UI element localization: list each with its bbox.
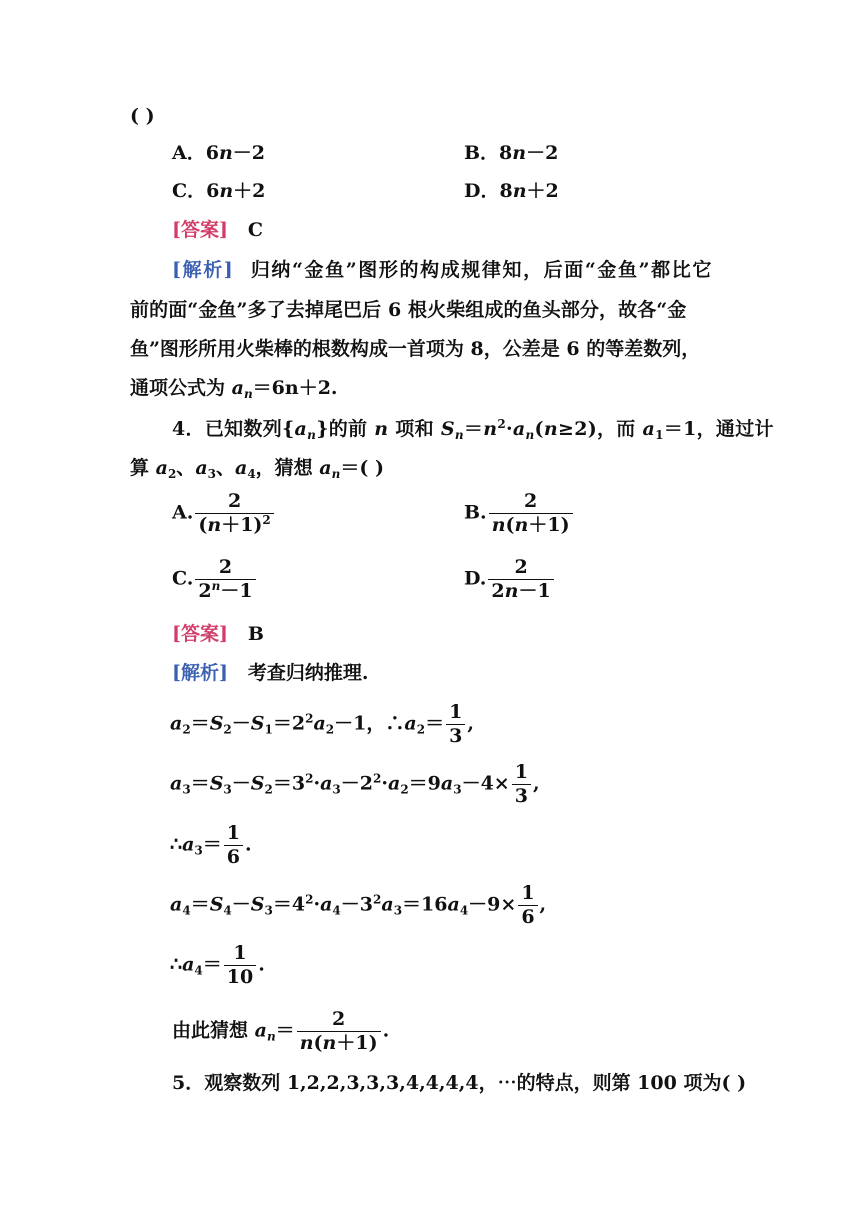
- q4-stem-line-1: 4．已知数列$\{a_n\}$的前 n 项和 $S_n=n^2\cdot a_n(n\ge 2)$，而 $a_1=1$，通过计: [172, 417, 774, 442]
- q4-option-a: A. $\frac{2}{(n+1)^2}$: [172, 492, 276, 535]
- answer-tag: [答案]: [172, 219, 228, 241]
- answer-value: B: [247, 623, 264, 645]
- result-a4: $\therefore a_4=$ $\frac{1}{10}$ .: [170, 942, 265, 988]
- q4-answer: [172, 614, 264, 654]
- conclusion: 由此猜想 $a_n=$ $\frac{2}{n(n+1)}$ .: [172, 1008, 390, 1054]
- q3-option-c: C．6n＋2: [172, 180, 266, 202]
- analysis-text: 归纳“金鱼”图形的构成规律知，后面“金鱼”都比它: [250, 259, 713, 281]
- q3-analysis-line-4: 通项公式为 $a_n=6n+2$.: [130, 377, 338, 401]
- analysis-text: 考查归纳推理.: [247, 662, 369, 684]
- q3-paren: ( ): [130, 105, 155, 127]
- q3-answer: [172, 210, 263, 250]
- analysis-tag: [解析]: [172, 259, 235, 281]
- q3-analysis-line-1: [172, 250, 713, 290]
- q4-analysis: [172, 653, 368, 693]
- answer-value: C: [247, 219, 263, 241]
- derivation-a4: $a_4=S_4-S_3=4^2\cdot a_4-3^2a_3=16a_4-9\times$ $\frac{1}{6}$ ,: [170, 882, 547, 928]
- q4-option-d: D. $\frac{2}{2n-1}$: [464, 558, 556, 601]
- q5-stem: 5．观察数列 1,2,2,3,3,3,4,4,4,4，⋯的特点，则第 100 项为( ): [172, 1072, 747, 1094]
- q3-option-d: D．8n＋2: [464, 180, 559, 202]
- analysis-tag: [解析]: [172, 662, 228, 684]
- result-a3: $\therefore a_3=$ $\frac{1}{6}$ .: [170, 822, 252, 868]
- answer-tag: [答案]: [172, 623, 228, 645]
- derivation-a3: $a_3=S_3-S_2=3^2\cdot a_3-2^2\cdot a_2=9a_3-4\times$ $\frac{1}{3}$ ,: [170, 761, 540, 807]
- q3-option-b: B．8n－2: [464, 142, 559, 164]
- q3-option-a: A．6n－2: [172, 142, 266, 164]
- derivation-a2: $a_2=S_2-S_1=2^2a_2-1$，$\therefore a_2=$ $\frac{1}{3}$ ,: [170, 701, 474, 747]
- q4-stem-line-2: 算 $a_2$、$a_3$、$a_4$，猜想 $a_n=$( ): [130, 457, 384, 481]
- q4-option-b: B. $\frac{2}{n(n+1)}$: [464, 492, 575, 535]
- q4-option-c: C. $\frac{2}{2^n-1}$: [172, 558, 258, 601]
- q3-analysis-line-3: 鱼”图形所用火柴棒的根数构成一首项为 8，公差是 6 的等差数列，: [130, 338, 701, 360]
- q3-analysis-line-2: 前的面“金鱼”多了去掉尾巴后 6 根火柴组成的鱼头部分，故各“金: [130, 299, 687, 321]
